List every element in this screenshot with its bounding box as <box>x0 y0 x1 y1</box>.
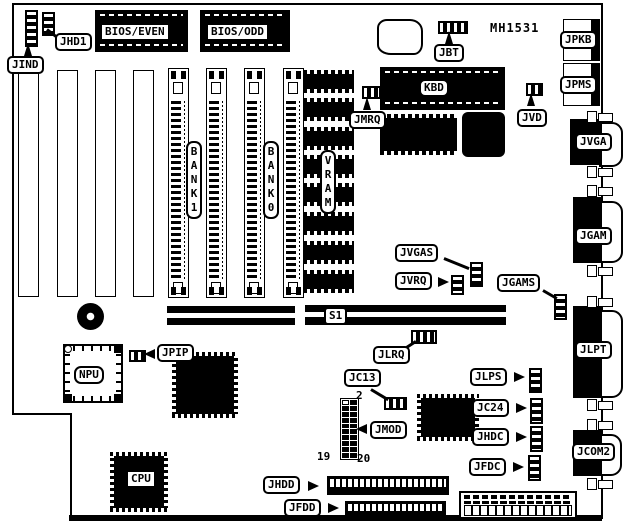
jmod-pin20-text: 20 <box>357 452 371 465</box>
vram-chip-6 <box>303 212 354 235</box>
jvrq-jumper <box>451 275 464 295</box>
jmod-pin2-text: 2 <box>356 389 363 402</box>
jumper-label-jpip: JPIP <box>157 344 194 362</box>
vram-chip-2 <box>303 98 354 121</box>
simm-socket-4 <box>283 68 304 298</box>
power-connector-tabs <box>464 495 572 499</box>
jc24-pointer <box>516 403 527 413</box>
jlps-pointer <box>514 372 525 382</box>
s1-label: S1 <box>324 307 347 325</box>
jumper-label-jfdc: JFDC <box>469 458 506 476</box>
bios-even-label: BIOS/EVEN <box>100 23 170 41</box>
jumper-label-jfdd: JFDD <box>284 499 321 517</box>
jfdd-header <box>345 501 446 519</box>
jbt-pointer <box>445 31 453 44</box>
jumper-label-jbt: JBT <box>434 44 464 62</box>
jumper-label-jvgas: JVGAS <box>395 244 438 262</box>
jumper-label-jc13: JC13 <box>344 369 381 387</box>
power-connector-bar <box>464 501 572 504</box>
jumper-label-jvd: JVD <box>517 109 547 127</box>
vram-chip-3 <box>303 127 354 150</box>
npu-label: NPU <box>74 366 104 384</box>
jvd-pointer <box>527 93 535 106</box>
jfdc-pointer <box>513 462 524 472</box>
mounting-hole <box>77 303 104 330</box>
jumper-label-jlrq: JLRQ <box>373 346 410 364</box>
connector-label-jvga: JVGA <box>575 133 612 151</box>
bios-odd-label: BIOS/ODD <box>206 23 269 41</box>
jbt-jumper <box>438 21 468 34</box>
connector-label-jcom2: JCOM2 <box>572 443 615 461</box>
power-connector <box>459 491 577 519</box>
jumper-label-jind: JIND <box>7 56 44 74</box>
vram-chip-1 <box>303 70 354 93</box>
jvgas-jumper <box>470 262 483 287</box>
isa-slot-2 <box>57 70 78 297</box>
jumper-label-jvrq: JVRQ <box>395 272 432 290</box>
jmrq-pointer <box>363 97 371 110</box>
jumper-label-jmod: JMOD <box>370 421 407 439</box>
square-chip <box>462 112 505 157</box>
jpip-pointer <box>144 349 155 359</box>
jhdc-pointer <box>516 432 527 442</box>
s1-slot-left <box>167 306 295 325</box>
jc24-jumper <box>530 398 543 424</box>
cpu-label: CPU <box>126 470 156 488</box>
bank0-label: BANK0 <box>263 141 279 219</box>
bank1-label: BANK1 <box>186 141 202 219</box>
jumper-label-jmrq: JMRQ <box>349 111 386 129</box>
jfdd-pointer <box>328 503 339 513</box>
jhdc-jumper <box>530 426 543 452</box>
power-connector-pins <box>464 505 572 516</box>
battery-outline <box>377 19 423 55</box>
chip-below-kbd <box>380 114 457 155</box>
jumper-label-jgams: JGAMS <box>497 274 540 292</box>
jind-pointer <box>24 43 32 56</box>
jhdd-header <box>327 476 449 495</box>
jumper-label-jc24: JC24 <box>472 399 509 417</box>
jlps-jumper <box>529 368 542 393</box>
vram-label: VRAM <box>320 150 336 214</box>
jfdc-jumper <box>528 455 541 481</box>
isa-slot-1 <box>18 70 39 297</box>
connector-label-jgam: JGAM <box>575 227 612 245</box>
board-model-text: MH1531 <box>490 21 540 35</box>
jvrq-pointer <box>438 277 449 287</box>
chipset-chip-2 <box>417 394 479 441</box>
simm-socket-3 <box>244 68 265 298</box>
jhdd-pointer <box>308 481 319 491</box>
vram-chip-8 <box>303 270 354 293</box>
connector-label-jlpt: JLPT <box>575 341 612 359</box>
connector-label-jpms: JPMS <box>560 76 597 94</box>
jumper-label-jhdc: JHDC <box>472 428 509 446</box>
connector-label-jpkb: JPKB <box>560 31 597 49</box>
jumper-label-jhd1: JHD1 <box>55 33 92 51</box>
isa-slot-3 <box>95 70 116 297</box>
jmod-pin19-text: 19 <box>317 450 331 463</box>
simm-socket-2 <box>206 68 227 298</box>
jumper-label-jhdd: JHDD <box>263 476 300 494</box>
kbd-label: KBD <box>419 79 449 97</box>
jind-jumper <box>25 10 38 47</box>
vram-chip-7 <box>303 241 354 264</box>
jumper-label-jlps: JLPS <box>470 368 507 386</box>
jmod-pointer <box>356 424 367 434</box>
isa-slot-4 <box>133 70 154 297</box>
